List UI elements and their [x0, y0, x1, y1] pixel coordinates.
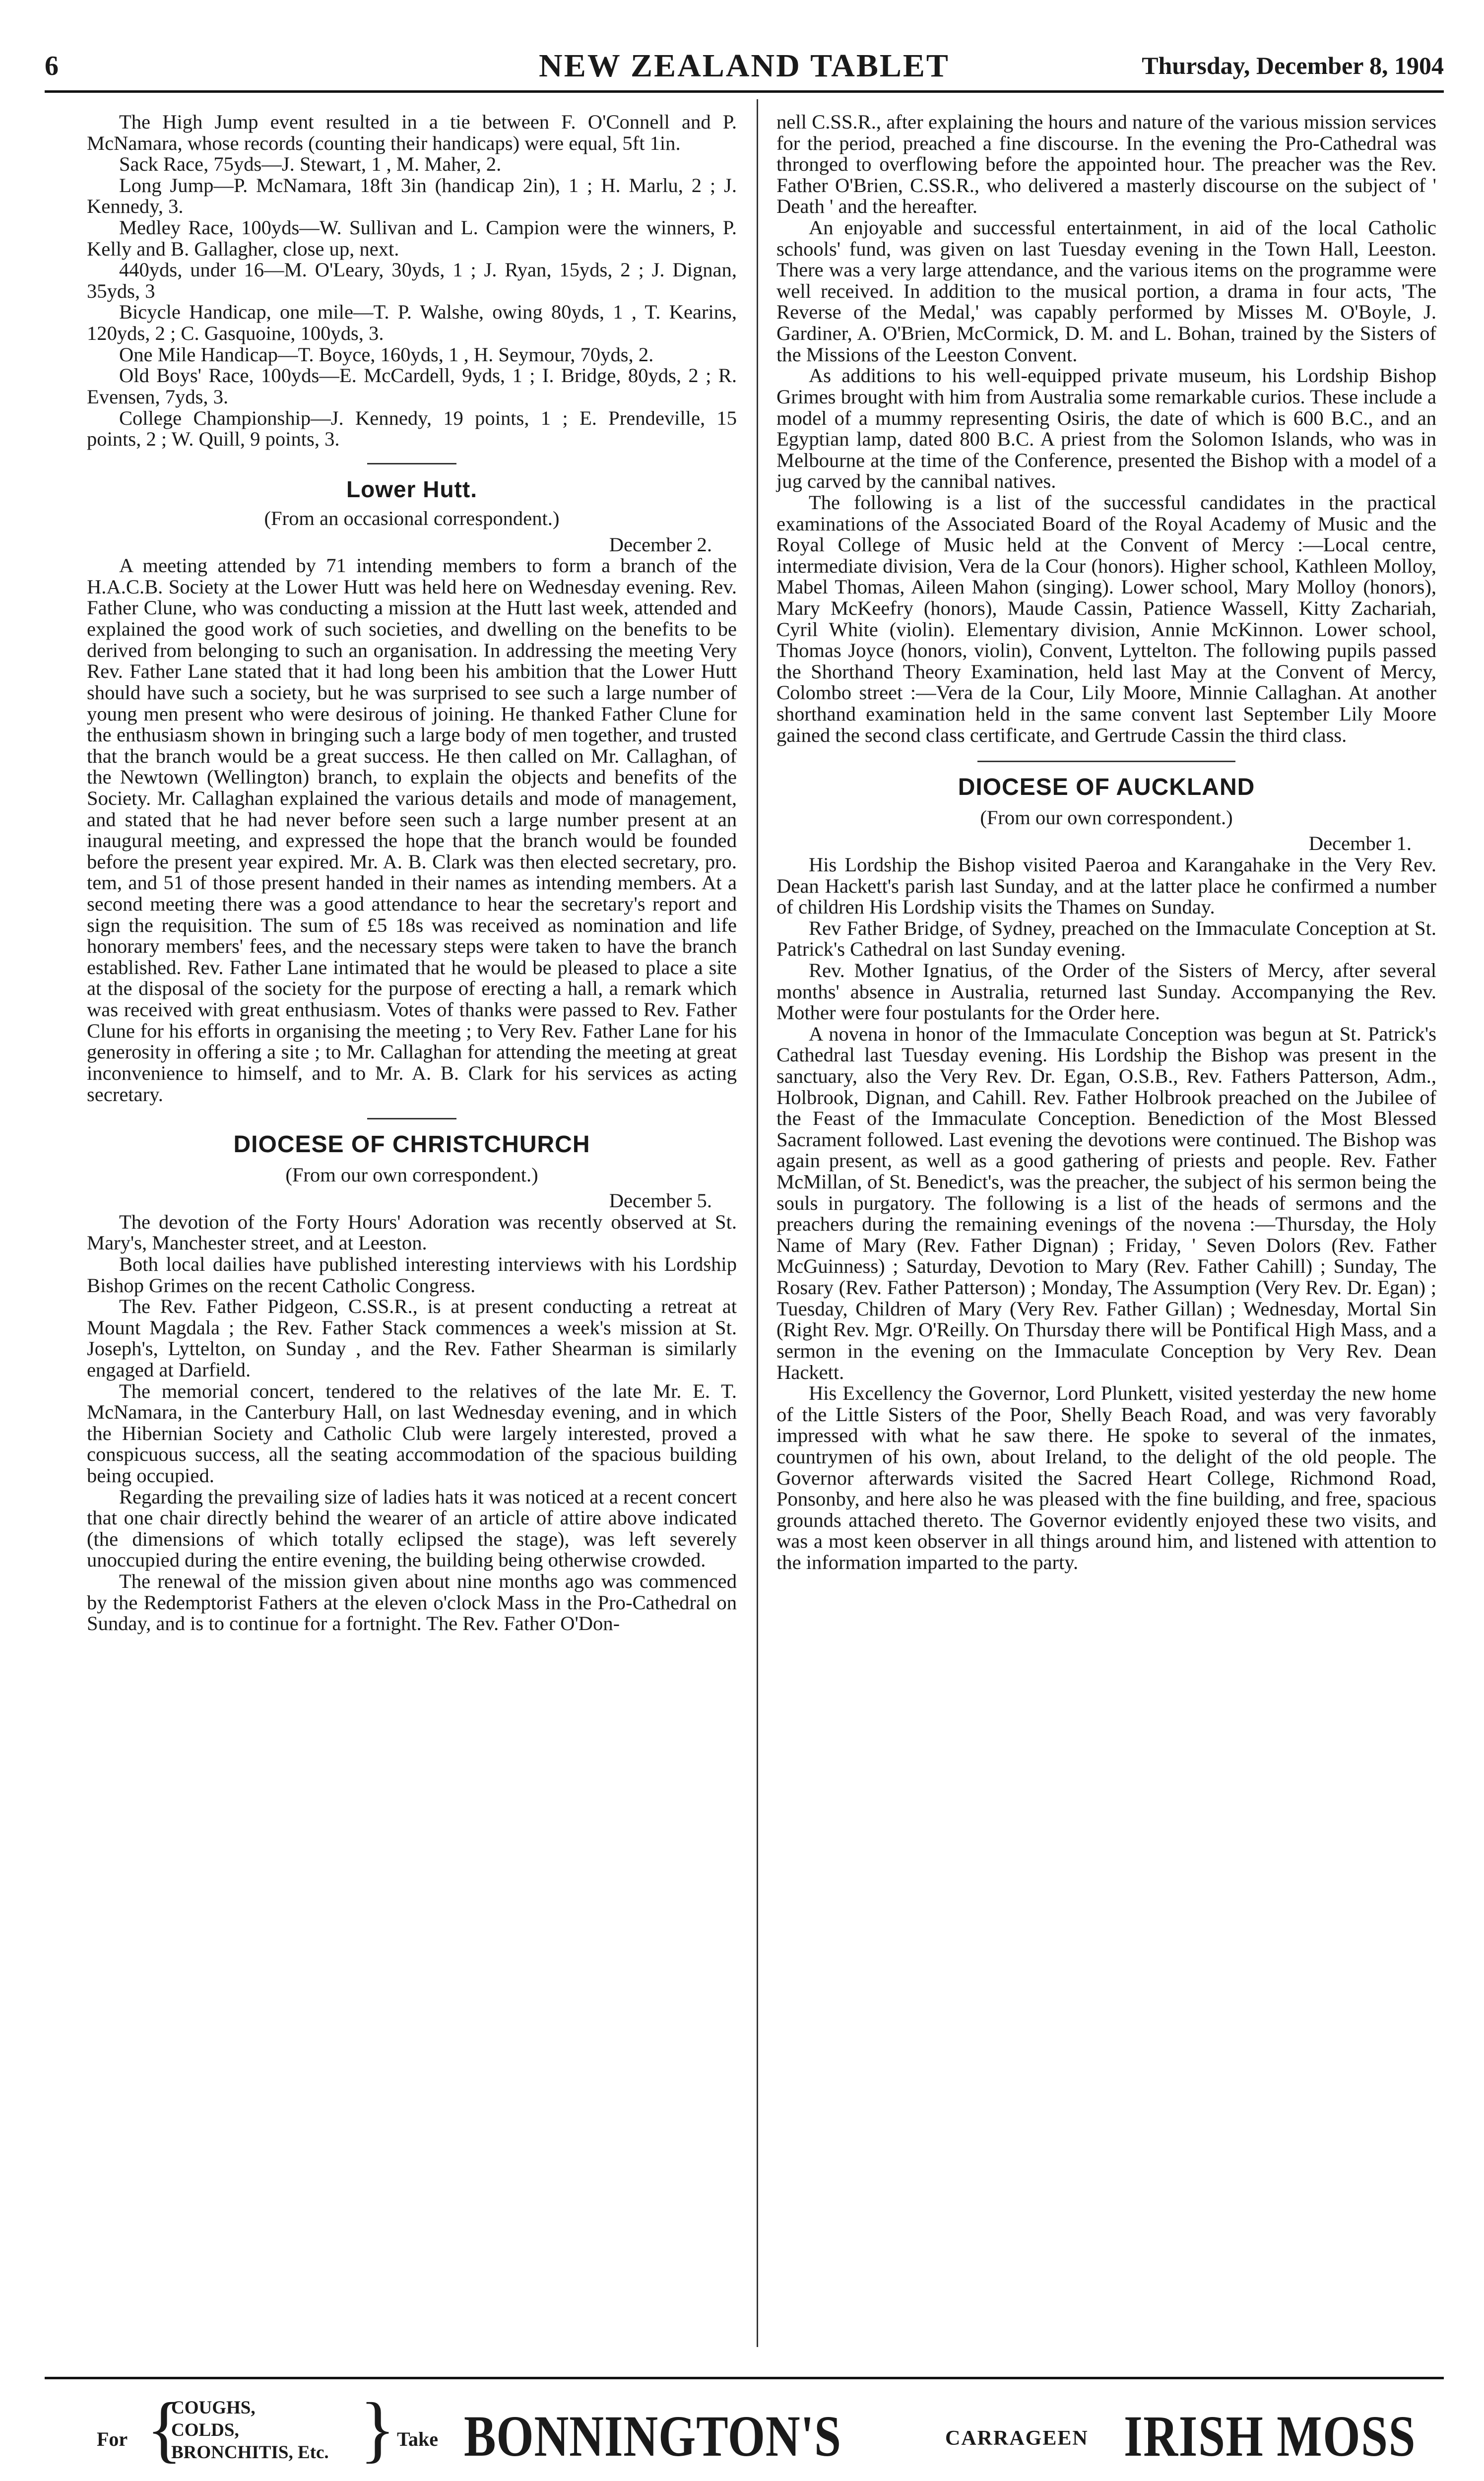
article-paragraph: The renewal of the mission given about nine months ago was commenced by the Redemptorist Fathers at the eleven o'clock Mass in the Pro-Cathedral on Sunday, and is to continue for a fortnight. The Rev. Father O'Don-	[87, 1570, 737, 1635]
advertisement	[50, 2388, 1439, 2481]
article-paragraph: An enjoyable and successful entertainment, in aid of the local Catholic schools' fund, was given on last Tuesday evening in the Town Hall, Leeston. There was a very large attendance, and the various items on the programme were well received. In addition to the musical portion, a drama in four acts, 'The Reverse of the Medal,' was capably performed by Misses M. O'Boyle, J. Gardiner, A. O'Brien, McCormick, D. M. and L. Bohan, trained by the Sisters of the Missions of the Leeston Convent.	[776, 216, 1436, 366]
page-number: 6	[45, 51, 59, 81]
article-paragraph: A meeting attended by 71 intending members to form a branch of the H.A.C.B. Society at the Lower Hutt was held here on Wednesday evening. Rev. Father Clune, who was conducting a mission at the Hutt last week, attended and explained the good work of such societies, and dwelling on the benefits to be derived from belonging to such an organisation. In addressing the meeting Very Rev. Father Lane stated that it had long been his ambition that the Lower Hutt should have such a society, but he was surprised to see such a large number of young men present who were desirous of joining. He thanked Father Clune for the enthusiasm shown in bringing such a large body of men together, and trusted that the branch would be a great success. He then called on Mr. Callaghan, of the Newtown (Wellington) branch, to explain the objects and benefits of the Society. Mr. Callaghan explained the various details and mode of management, and stated that he had never before seen such a large number present at an inaugural meeting, and expressed the hope that the branch would be founded before the present year expired. Mr. A. B. Clark was then elected secretary, pro. tem, and 51 of those present handed in their names as intending members. At a second meeting there was a good attendance to hear the secretary's report and sign the requisition. The sum of £5 18s was received as nomination and life honorary members' fees, and the necessary steps were taken to have the branch established. Rev. Father Lane intimated that he would be pleased to place a site at the disposal of the society for the purpose of erecting a hall, a remark which was received with great enthusiasm. Votes of thanks were passed to Rev. Father Clune for his efforts in organising the meeting ; to Very Rev. Father Lane for his generosity in offering a site ; to Mr. Callaghan for attending the meeting at great inconvenience to himself, and to Mr. A. B. Clark for his services as acting secretary.	[87, 554, 737, 1106]
publication-title: NEW ZEALAND TABLET	[539, 48, 950, 84]
article-paragraph: His Excellency the Governor, Lord Plunkett, visited yesterday the new home of the Little Sisters of the Poor, Shelly Beach Road, and was very favorably impressed with what he saw there. He spoke to several of the inmates, countrymen of his own, about Ireland, to the delight of the old people. The Governor afterwards visited the Sacred Heart College, Richmond Road, Ponsonby, and here also he was pleased with the fine building, and free, spacious grounds attached thereto. The Governor evidently enjoyed these two visits, and was a most keen observer in all things around him, and listened with attention to the information imparted to the party.	[776, 1382, 1436, 1573]
sports-result: 440yds, under 16—M. O'Leary, 30yds, 1 ; J. Ryan, 15yds, 2 ; J. Dignan, 35yds, 3	[87, 259, 737, 302]
advert-for-label: For	[97, 2428, 128, 2450]
advert-product: IRISH MOSS	[1124, 2404, 1417, 2469]
right-brace: }	[360, 2388, 395, 2470]
article-paragraph: The following is a list of the successful candidates in the practical examinations of the Associated Board of the Royal Academy of Music and the Royal College of Music held at the Convent of Mercy :—Local centre, intermediate division, Vera de la Cour (honors). Higher school, Kathleen Molloy, Mabel Thomas, Aileen Mahon (singing). Lower school, Mary Molloy (honors), Mary McKeefry (honors), Maude Cassin, Patience Wassell, Kitty Zachariah, Cyril White (violin). Elementary division, Annie McKinnon. Lower school, Thomas Joyce (honors, violin), Convent, Lyttelton. The following pupils passed the Shorthand Theory Examination, held last May at the Convent of Mercy, Colombo street :—Vera de la Cour, Lily Moore, Minnie Callaghan. At another shorthand examination held in the same convent last September Lily Moore gained the second class certificate, and Gertrude Cassin the third class.	[776, 491, 1436, 746]
advert-rule	[45, 2377, 1444, 2379]
sports-result: College Championship—J. Kennedy, 19 points, 1 ; E. Prendeville, 15 points, 2 ; W. Quill, 9 points, 3.	[87, 406, 737, 451]
section-rule	[367, 463, 456, 464]
masthead-rule	[45, 90, 1444, 93]
ailment-item: BRONCHITIS, Etc.	[171, 2442, 329, 2463]
sports-result: Sack Race, 75yds—J. Stewart, 1 , M. Maher, 2.	[119, 153, 502, 176]
ailment-item: COUGHS,	[171, 2398, 256, 2418]
right-column	[776, 112, 1436, 1573]
section-rule	[977, 761, 1235, 762]
article-paragraph: Rev Father Bridge, of Sydney, preached on the Immaculate Conception at St. Patrick's Cathedral on last Sunday evening.	[776, 916, 1436, 961]
article-paragraph: As additions to his well-equipped private museum, his Lordship Bishop Grimes brought with him from Australia some remarkable curios. These include a model of a mummy representing Osiris, the date of which is 600 B.C., and an Egyptian lamp, dated 800 B.C. A priest from the Solomon Islands, who was in Melbourne at the time of the Conference, presented the Bishop with a model of a jug carved by the cannibal natives.	[776, 364, 1436, 493]
section-heading-christchurch: DIOCESE OF CHRISTCHURCH	[233, 1131, 590, 1158]
article-paragraph: The Rev. Father Pidgeon, C.SS.R., is at present conducting a retreat at Mount Magdala ; the Rev. Father Stack commences a week's mission at St. Joseph's, Lyttelton, on Sunday , and the Rev. Father Shearman is similarly engaged at Darfield.	[87, 1295, 737, 1381]
correspondent-line: (From an occasional correspondent.)	[264, 507, 560, 530]
sports-result: Bicycle Handicap, one mile—T. P. Walshe, owing 80yds, 1 , T. Kearins, 120yds, 2 ; C. Gasquoine, 100yds, 3.	[87, 301, 737, 345]
section-heading-lower-hutt: Lower Hutt.	[346, 476, 477, 502]
dateline: December 5.	[609, 1189, 712, 1212]
ailment-item: COLDS,	[171, 2420, 239, 2441]
correspondent-line: (From our own correspondent.)	[980, 806, 1233, 829]
masthead	[45, 47, 1444, 87]
ailment-list	[171, 2397, 329, 2464]
article-paragraph: Regarding the prevailing size of ladies hats it was noticed at a recent concert that one chair directly behind the wearer of an article of attire above indicated (the dimensions of which totally eclipsed the stage), was left severely unoccupied during the entire evening, the building being otherwise crowded.	[87, 1485, 737, 1571]
sports-result: The High Jump event resulted in a tie between F. O'Connell and P. McNamara, whose records (counting their handicaps) were equal, 5ft 1in.	[87, 111, 737, 154]
article-paragraph: Both local dailies have published interesting interviews with his Lordship Bishop Grimes on the recent Catholic Congress.	[87, 1252, 737, 1297]
article-paragraph: The memorial concert, tendered to the relatives of the late Mr. E. T. McNamara, in the Canterbury Hall, on last Wednesday evening, and in which the Hibernian Society and Catholic Club were largely interested, proved a conspicuous success, all the seating accommodation of the spacious building being occupied.	[87, 1379, 737, 1487]
issue-date: Thursday, December 8, 1904	[1142, 52, 1444, 79]
section-rule	[367, 1118, 456, 1119]
sports-result: Medley Race, 100yds—W. Sullivan and L. Campion were the winners, P. Kelly and B. Gallagher, close up, next.	[87, 216, 737, 260]
article-paragraph: His Lordship the Bishop visited Paeroa and Karangahake in the Very Rev. Dean Hackett's parish last Sunday, and at the latter place he confirmed a number of children His Lordship visits the Thames on Sunday.	[776, 853, 1436, 918]
article-paragraph: nell C.SS.R., after explaining the hours and nature of the various mission services for the period, preached a fine discourse. In the evening the Pro-Cathedral was thronged to overflowing before the appointed hour. The preacher was the Rev. Father O'Brien, C.SS.R., who delivered a masterly discourse on the subject of ' Death ' and the hereafter.	[776, 111, 1436, 218]
dateline: December 2.	[609, 533, 712, 556]
article-paragraph: A novena in honor of the Immaculate Conception was begun at St. Patrick's Cathedral last Tuesday evening. His Lordship the Bishop was present in the sanctuary, also the Very Rev. Dr. Egan, O.S.B., Rev. Fathers Patterson, Adm., Holbrook, Dignan, and Cahill. Rev. Father Holbrook preached on the Jubilee of the Feast of the Immaculate Conception. Benediction of the Most Blessed Sacrament followed. Last evening the devotions were continued. The Bishop was again present, as well as a good gathering of priests and people. Rev. Father McMillan, of St. Benedict's, was the preacher, the subject of his sermon being the souls in purgatory. The following is a list of the heads of sermons and the preachers during the remaining evenings of the novena :—Thursday, the Holy Name of Mary (Rev. Father Dignan) ; Friday, ' Seven Dolors (Rev. Father McGuinness) ; Saturday, Devotion to Mary (Rev. Father Cahill) ; Sunday, The Rosary (Rev. Father Patterson) ; Monday, The Assumption (Very Rev. Dr. Egan) ; Tuesday, Children of Mary (Very Rev. Father Gillan) ; Wednesday, Mortal Sin (Right Rev. Mgr. O'Reilly. On Thursday there will be Pontifical High Mass, and a sermon in the evening on the Immaculate Conception by Very Rev. Dean Hackett.	[776, 1022, 1436, 1383]
column-divider	[757, 99, 758, 2347]
sports-result: Long Jump—P. McNamara, 18ft 3in (handicap 2in), 1 ; H. Marlu, 2 ; J. Kennedy, 3.	[87, 174, 737, 218]
article-paragraph: The devotion of the Forty Hours' Adoration was recently observed at St. Mary's, Manchester street, and at Leeston.	[87, 1210, 737, 1254]
left-column	[87, 112, 737, 1634]
advert-brand: BONNINGTON'S	[464, 2404, 841, 2469]
sports-result: One Mile Handicap—T. Boyce, 160yds, 1 , H. Seymour, 70yds, 2.	[119, 343, 654, 366]
section-heading-auckland: DIOCESE OF AUCKLAND	[958, 774, 1255, 801]
advert-carrageen: CARRAGEEN	[945, 2427, 1089, 2450]
left-brace: {	[146, 2388, 182, 2470]
correspondent-line: (From our own correspondent.)	[285, 1163, 538, 1186]
article-paragraph: Rev. Mother Ignatius, of the Order of the Sisters of Mercy, after several months' absence in Australia, returned last Sunday. Accompanying the Rev. Mother were four postulants for the Order here.	[776, 959, 1436, 1024]
sports-result: Old Boys' Race, 100yds—E. McCardell, 9yds, 1 ; I. Bridge, 80yds, 2 ; R. Evensen, 7yds, 3.	[87, 364, 737, 408]
advert-take-label: Take	[397, 2428, 439, 2450]
dateline: December 1.	[1308, 832, 1412, 855]
